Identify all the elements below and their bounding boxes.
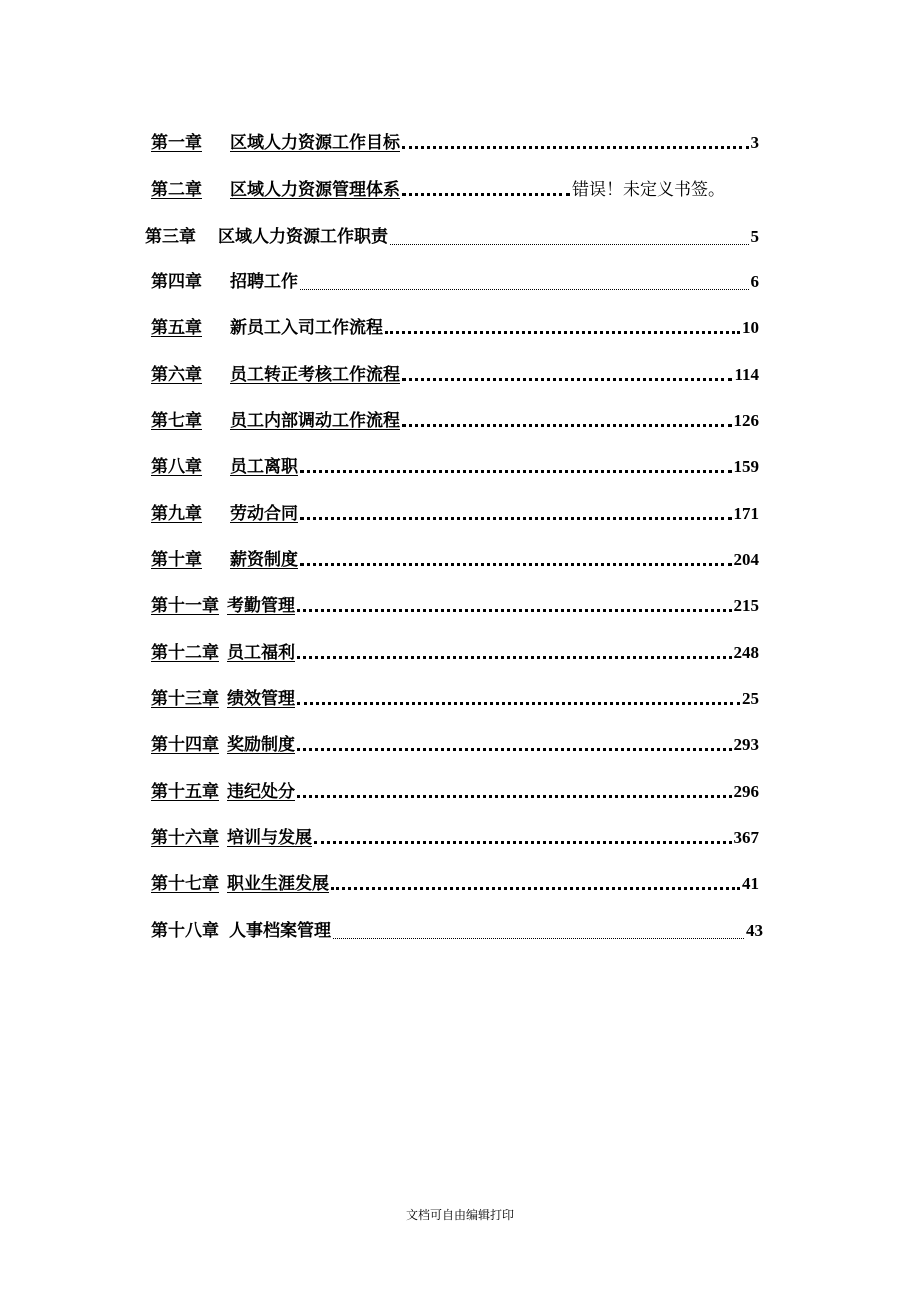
toc-title[interactable]: 薪资制度 [230,550,298,570]
toc-chapter[interactable]: 第六章 [151,365,202,385]
toc-entry-13[interactable] [151,681,759,709]
toc-leader [297,609,732,612]
toc-title[interactable]: 员工福利 [227,643,295,663]
toc-leader [402,146,749,149]
toc-title[interactable]: 招聘工作 [230,272,298,292]
toc-entry-7[interactable] [151,403,759,431]
toc-leader [390,244,749,245]
toc-chapter[interactable]: 第二章 [151,180,202,200]
toc-page[interactable]: 3 [750,133,759,152]
toc-page[interactable]: 293 [733,735,759,754]
toc-page[interactable]: 171 [733,504,759,523]
toc-entry-6[interactable] [151,357,759,385]
toc-page[interactable]: 248 [733,643,759,662]
toc-title[interactable]: 员工离职 [230,457,298,477]
toc-chapter[interactable]: 第七章 [151,411,202,431]
toc-title[interactable]: 奖励制度 [227,735,295,755]
toc-chapter[interactable]: 第十五章 [151,782,219,802]
toc-leader [385,331,740,334]
toc-page[interactable]: 126 [733,411,759,430]
toc-title[interactable]: 员工转正考核工作流程 [230,365,400,385]
toc-title[interactable]: 员工内部调动工作流程 [230,411,400,431]
toc-title[interactable]: 考勤管理 [227,596,295,616]
toc-page[interactable]: 215 [733,596,759,615]
toc-chapter[interactable]: 第八章 [151,457,202,477]
toc-leader [300,289,749,290]
toc-entry-4[interactable] [151,264,759,292]
toc-page[interactable]: 43 [746,921,763,940]
toc-page[interactable]: 159 [733,457,759,476]
toc-leader [297,795,732,798]
toc-entry-14[interactable] [151,727,759,755]
toc-page[interactable]: 41 [742,874,759,893]
toc-title[interactable]: 区域人力资源管理体系 [230,180,400,200]
toc-leader [314,841,732,844]
toc-chapter[interactable]: 第十一章 [151,596,219,616]
toc-title[interactable]: 职业生涯发展 [227,874,329,894]
toc-title[interactable]: 劳动合同 [230,504,298,524]
toc-chapter[interactable]: 第四章 [151,272,202,292]
toc-page[interactable]: 296 [733,782,759,801]
toc-chapter[interactable]: 第十七章 [151,874,219,894]
toc-entry-5[interactable] [151,310,759,338]
toc-page-error[interactable]: 错误！未定义书签。 [572,180,725,200]
toc-page[interactable]: 204 [733,550,759,569]
toc-entry-17[interactable] [151,866,759,894]
toc-title[interactable]: 人事档案管理 [229,921,331,941]
toc-leader [300,563,732,566]
toc-chapter[interactable]: 第十八章 [151,921,219,941]
toc-chapter[interactable]: 第十章 [151,550,202,570]
toc-title[interactable]: 新员工入司工作流程 [230,318,383,338]
toc-chapter[interactable]: 第一章 [151,133,202,153]
toc-leader [402,378,732,381]
toc-entry-12[interactable] [151,635,759,663]
toc-entry-9[interactable] [151,496,759,524]
toc-chapter[interactable]: 第十四章 [151,735,219,755]
toc-title[interactable]: 绩效管理 [227,689,295,709]
toc-entry-1[interactable] [151,125,759,153]
toc-page[interactable]: 367 [733,828,759,847]
toc-leader [300,470,732,473]
toc-entry-8[interactable] [151,449,759,477]
toc-title[interactable]: 区域人力资源工作职责 [218,227,388,247]
toc-leader [331,887,740,890]
toc-leader [333,938,744,939]
toc-page[interactable]: 5 [750,227,759,246]
toc-entry-11[interactable] [151,588,759,616]
toc-entry-15[interactable] [151,774,759,802]
toc-chapter[interactable]: 第十三章 [151,689,219,709]
toc-page[interactable]: 25 [742,689,759,708]
toc-leader [297,748,732,751]
toc-leader [297,702,740,705]
toc-title[interactable]: 违纪处分 [227,782,295,802]
toc-entry-10[interactable] [151,542,759,570]
page-footer: 文档可自由编辑打印 [405,1208,514,1222]
toc-leader [402,424,732,427]
toc-leader [300,517,732,520]
toc-entry-18[interactable] [151,913,763,941]
toc-leader [297,656,732,659]
toc-chapter[interactable]: 第九章 [151,504,202,524]
toc-chapter[interactable]: 第十二章 [151,643,219,663]
toc-chapter[interactable]: 第五章 [151,318,202,338]
toc-page[interactable]: 6 [750,272,759,291]
toc-entry-16[interactable] [151,820,759,848]
toc-title[interactable]: 培训与发展 [227,828,312,848]
toc-entry-3[interactable] [145,219,759,247]
toc-chapter[interactable]: 第三章 [145,227,196,247]
toc-page[interactable]: 10 [742,318,759,337]
toc-chapter[interactable]: 第十六章 [151,828,219,848]
toc-page[interactable]: 114 [734,365,759,384]
toc-title[interactable]: 区域人力资源工作目标 [230,133,400,153]
toc-entry-2[interactable] [151,172,759,200]
toc-leader [402,193,570,196]
